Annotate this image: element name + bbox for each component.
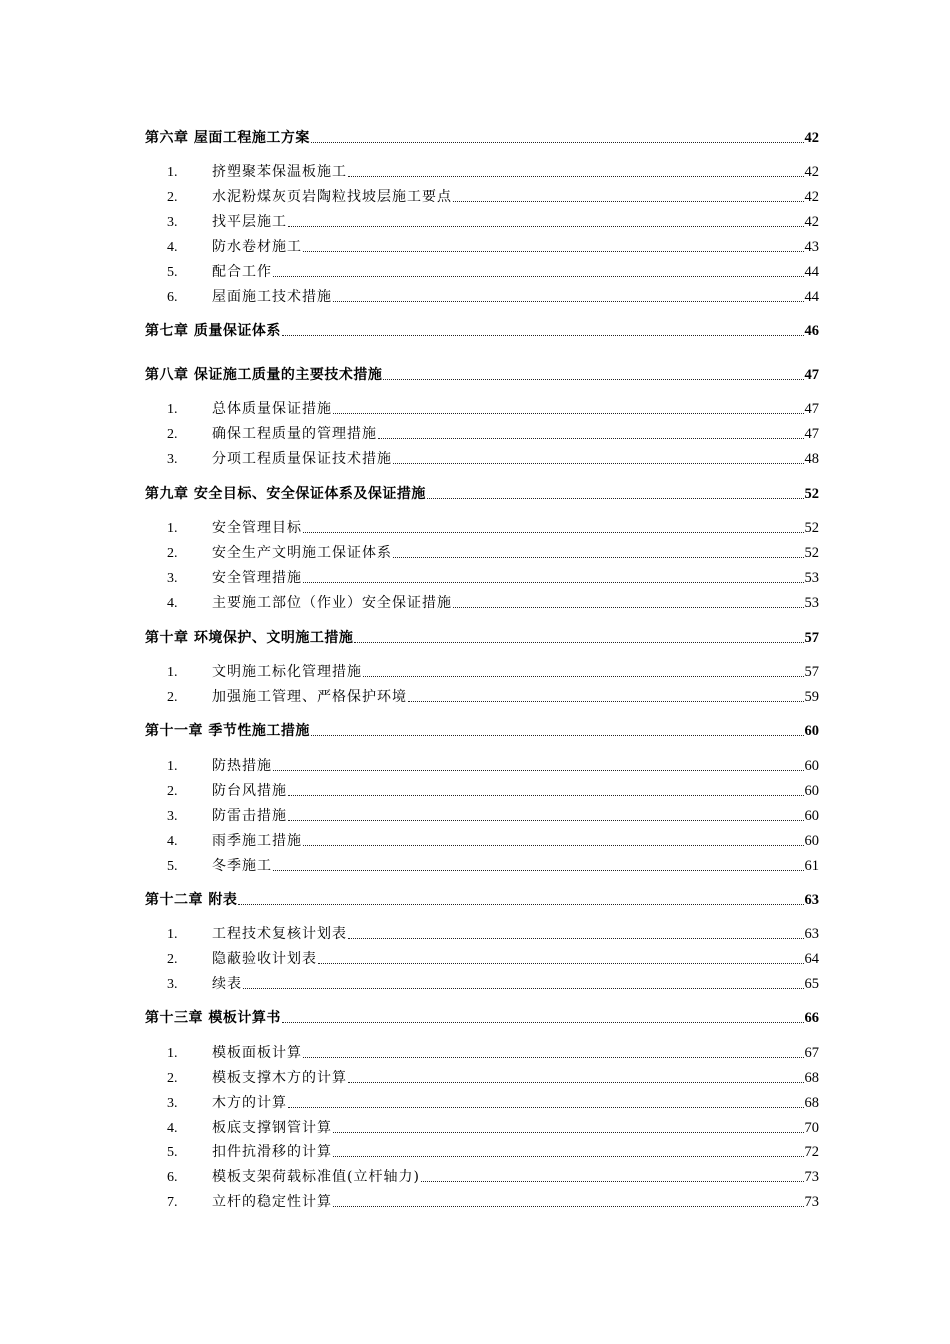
toc-section-entry[interactable]	[145, 542, 819, 562]
toc-entry-page-number: 73	[804, 1194, 819, 1210]
dot-leader	[333, 412, 804, 414]
toc-entry-page-number: 65	[804, 976, 819, 992]
toc-section-entry[interactable]	[145, 592, 819, 612]
toc-entry-title: 安全生产文明施工保证体系	[212, 545, 392, 561]
toc-section-entry[interactable]	[145, 755, 819, 775]
toc-entry-page-number: 44	[804, 289, 819, 305]
toc-section-entry[interactable]	[145, 805, 819, 825]
toc-entry-page-number: 42	[804, 164, 819, 180]
toc-entry-number: 1.	[167, 927, 178, 942]
dot-leader	[282, 334, 804, 336]
dot-leader	[288, 225, 804, 227]
toc-entry-page-number: 66	[804, 1010, 819, 1026]
toc-section-entry[interactable]	[145, 423, 819, 443]
toc-section-entry[interactable]	[145, 1141, 819, 1161]
toc-entry-title: 确保工程质量的管理措施	[212, 426, 377, 442]
toc-entry-title: 立杆的稳定性计算	[212, 1194, 332, 1210]
toc-entry-number: 7.	[167, 1195, 178, 1210]
toc-entry-number: 3.	[167, 452, 178, 467]
toc-entry-number: 4.	[167, 240, 178, 255]
toc-entry-page-number: 73	[804, 1169, 819, 1185]
dot-leader	[378, 437, 804, 439]
dot-leader	[333, 1131, 804, 1133]
toc-chapter-entry[interactable]	[145, 364, 819, 384]
toc-section-entry[interactable]	[145, 1092, 819, 1112]
dot-leader	[303, 1056, 804, 1058]
toc-entry-number: 1.	[167, 1046, 178, 1061]
toc-entry-title: 安全管理措施	[212, 570, 302, 586]
toc-entry-page-number: 42	[804, 214, 819, 230]
toc-section-entry[interactable]	[145, 948, 819, 968]
dot-leader	[348, 175, 804, 177]
toc-entry-number: 6.	[167, 1170, 178, 1185]
dot-leader	[288, 819, 804, 821]
toc-entry-page-number: 60	[804, 808, 819, 824]
toc-section-entry[interactable]	[145, 161, 819, 181]
toc-section-entry[interactable]	[145, 1067, 819, 1087]
toc-entry-page-number: 57	[804, 630, 819, 646]
dot-leader	[427, 497, 804, 499]
dot-leader	[333, 300, 804, 302]
toc-entry-number: 5.	[167, 859, 178, 874]
toc-section-entry[interactable]	[145, 1166, 819, 1186]
toc-entry-title: 找平层施工	[212, 214, 287, 230]
dot-leader	[311, 734, 804, 736]
dot-leader	[273, 869, 804, 871]
toc-entry-title: 第六章 屋面工程施工方案	[145, 130, 310, 146]
toc-entry-page-number: 64	[804, 951, 819, 967]
toc-section-entry[interactable]	[145, 286, 819, 306]
dot-leader	[363, 675, 804, 677]
toc-entry-number: 1.	[167, 402, 178, 417]
dot-leader	[354, 641, 803, 643]
toc-chapter-entry[interactable]	[145, 320, 819, 340]
toc-entry-number: 2.	[167, 784, 178, 799]
toc-entry-title: 续表	[212, 976, 242, 992]
toc-entry-page-number: 63	[804, 892, 819, 908]
dot-leader	[393, 556, 804, 558]
toc-entry-number: 2.	[167, 690, 178, 705]
toc-entry-number: 1.	[167, 759, 178, 774]
toc-entry-page-number: 59	[804, 689, 819, 705]
dot-leader	[243, 987, 804, 989]
toc-entry-page-number: 52	[804, 486, 819, 502]
dot-leader	[421, 1180, 804, 1182]
toc-entry-title: 安全管理目标	[212, 520, 302, 536]
toc-entry-title: 第八章 保证施工质量的主要技术措施	[145, 367, 383, 383]
toc-entry-number: 4.	[167, 834, 178, 849]
dot-leader	[288, 1106, 804, 1108]
toc-entry-page-number: 70	[804, 1120, 819, 1136]
toc-entry-page-number: 57	[804, 664, 819, 680]
toc-entry-number: 1.	[167, 665, 178, 680]
toc-entry-number: 3.	[167, 571, 178, 586]
toc-entry-title: 防热措施	[212, 758, 272, 774]
toc-entry-page-number: 60	[804, 783, 819, 799]
dot-leader	[333, 1205, 804, 1207]
toc-entry-page-number: 47	[804, 426, 819, 442]
dot-leader	[408, 700, 804, 702]
toc-chapter-entry[interactable]	[145, 627, 819, 647]
toc-section-entry[interactable]	[145, 780, 819, 800]
toc-entry-page-number: 68	[804, 1095, 819, 1111]
toc-section-entry[interactable]	[145, 448, 819, 468]
toc-entry-number: 3.	[167, 215, 178, 230]
dot-leader	[348, 1081, 804, 1083]
dot-leader	[333, 1155, 804, 1157]
dot-leader	[453, 200, 804, 202]
toc-entry-number: 2.	[167, 952, 178, 967]
toc-entry-page-number: 72	[804, 1144, 819, 1160]
toc-entry-title: 屋面施工技术措施	[212, 289, 332, 305]
toc-section-entry[interactable]	[145, 973, 819, 993]
toc-chapter-entry[interactable]	[145, 889, 819, 909]
toc-entry-title: 板底支撑钢管计算	[212, 1120, 332, 1136]
toc-entry-page-number: 52	[804, 520, 819, 536]
toc-entry-title: 模板支架荷载标准值(立杆轴力)	[212, 1169, 420, 1185]
toc-chapter-entry[interactable]	[145, 483, 819, 503]
dot-leader	[238, 903, 803, 905]
toc-entry-page-number: 48	[804, 451, 819, 467]
toc-entry-page-number: 47	[804, 401, 819, 417]
toc-entry-number: 1.	[167, 521, 178, 536]
toc-entry-page-number: 53	[804, 595, 819, 611]
toc-entry-page-number: 68	[804, 1070, 819, 1086]
toc-section-entry[interactable]	[145, 923, 819, 943]
toc-entry-page-number: 60	[804, 833, 819, 849]
toc-entry-number: 2.	[167, 546, 178, 561]
toc-entry-title: 分项工程质量保证技术措施	[212, 451, 392, 467]
dot-leader	[303, 581, 804, 583]
toc-entry-title: 第十三章 模板计算书	[145, 1010, 281, 1026]
toc-entry-title: 主要施工部位（作业）安全保证措施	[212, 595, 452, 611]
toc-section-entry[interactable]	[145, 1042, 819, 1062]
toc-entry-number: 3.	[167, 1096, 178, 1111]
toc-entry-title: 第十二章 附表	[145, 892, 238, 908]
toc-chapter-entry[interactable]	[145, 1007, 819, 1027]
toc-entry-title: 挤塑聚苯保温板施工	[212, 164, 347, 180]
toc-entry-title: 水泥粉煤灰页岩陶粒找坡层施工要点	[212, 189, 452, 205]
dot-leader	[288, 794, 804, 796]
toc-entry-number: 2.	[167, 1071, 178, 1086]
toc-section-entry[interactable]	[145, 186, 819, 206]
dot-leader	[273, 275, 804, 277]
dot-leader	[348, 937, 804, 939]
toc-entry-page-number: 47	[804, 367, 819, 383]
dot-leader	[303, 250, 804, 252]
toc-entry-title: 防台风措施	[212, 783, 287, 799]
toc-entry-page-number: 44	[804, 264, 819, 280]
toc-section-entry[interactable]	[145, 661, 819, 681]
dot-leader	[318, 962, 804, 964]
toc-section-entry[interactable]	[145, 236, 819, 256]
toc-entry-page-number: 60	[804, 758, 819, 774]
toc-entry-title: 文明施工标化管理措施	[212, 664, 362, 680]
dot-leader	[303, 844, 804, 846]
toc-entry-title: 加强施工管理、严格保护环境	[212, 689, 407, 705]
toc-entry-number: 5.	[167, 265, 178, 280]
toc-entry-title: 工程技术复核计划表	[212, 926, 347, 942]
toc-section-entry[interactable]	[145, 1191, 819, 1211]
toc-section-entry[interactable]	[145, 261, 819, 281]
toc-entry-page-number: 43	[804, 239, 819, 255]
toc-entry-page-number: 46	[804, 323, 819, 339]
toc-section-entry[interactable]	[145, 398, 819, 418]
toc-entry-title: 模板面板计算	[212, 1045, 302, 1061]
dot-leader	[273, 769, 804, 771]
toc-entry-title: 雨季施工措施	[212, 833, 302, 849]
toc-entry-title: 冬季施工	[212, 858, 272, 874]
toc-entry-page-number: 61	[804, 858, 819, 874]
toc-entry-number: 4.	[167, 1121, 178, 1136]
toc-entry-number: 3.	[167, 809, 178, 824]
toc-entry-page-number: 42	[804, 189, 819, 205]
dot-leader	[383, 378, 803, 380]
toc-entry-number: 4.	[167, 596, 178, 611]
toc-entry-number: 2.	[167, 427, 178, 442]
dot-leader	[311, 141, 804, 143]
dot-leader	[393, 462, 804, 464]
toc-entry-page-number: 42	[804, 130, 819, 146]
toc-entry-title: 配合工作	[212, 264, 272, 280]
toc-entry-number: 1.	[167, 165, 178, 180]
toc-entry-page-number: 53	[804, 570, 819, 586]
toc-entry-title: 木方的计算	[212, 1095, 287, 1111]
dot-leader	[282, 1021, 804, 1023]
toc-section-entry[interactable]	[145, 211, 819, 231]
toc-entry-number: 3.	[167, 977, 178, 992]
dot-leader	[303, 531, 804, 533]
toc-entry-page-number: 63	[804, 926, 819, 942]
toc-section-entry[interactable]	[145, 686, 819, 706]
toc-entry-title: 防雷击措施	[212, 808, 287, 824]
toc-section-entry[interactable]	[145, 855, 819, 875]
toc-entry-number: 2.	[167, 190, 178, 205]
toc-entry-title: 第九章 安全目标、安全保证体系及保证措施	[145, 486, 426, 502]
toc-entry-title: 第十一章 季节性施工措施	[145, 723, 310, 739]
toc-entry-page-number: 67	[804, 1045, 819, 1061]
toc-entry-number: 6.	[167, 290, 178, 305]
toc-section-entry[interactable]	[145, 567, 819, 587]
toc-chapter-entry[interactable]	[145, 127, 819, 147]
toc-entry-title: 扣件抗滑移的计算	[212, 1144, 332, 1160]
toc-entry-title: 模板支撑木方的计算	[212, 1070, 347, 1086]
toc-section-entry[interactable]	[145, 517, 819, 537]
toc-entry-title: 第十章 环境保护、文明施工措施	[145, 630, 354, 646]
toc-entry-number: 5.	[167, 1145, 178, 1160]
toc-section-entry[interactable]	[145, 830, 819, 850]
toc-entry-title: 总体质量保证措施	[212, 401, 332, 417]
dot-leader	[453, 606, 804, 608]
toc-entry-title: 隐蔽验收计划表	[212, 951, 317, 967]
toc-chapter-entry[interactable]	[145, 720, 819, 740]
toc-entry-title: 防水卷材施工	[212, 239, 302, 255]
toc-entry-title: 第七章 质量保证体系	[145, 323, 281, 339]
toc-section-entry[interactable]	[145, 1117, 819, 1137]
toc-entry-page-number: 52	[804, 545, 819, 561]
toc-entry-page-number: 60	[804, 723, 819, 739]
